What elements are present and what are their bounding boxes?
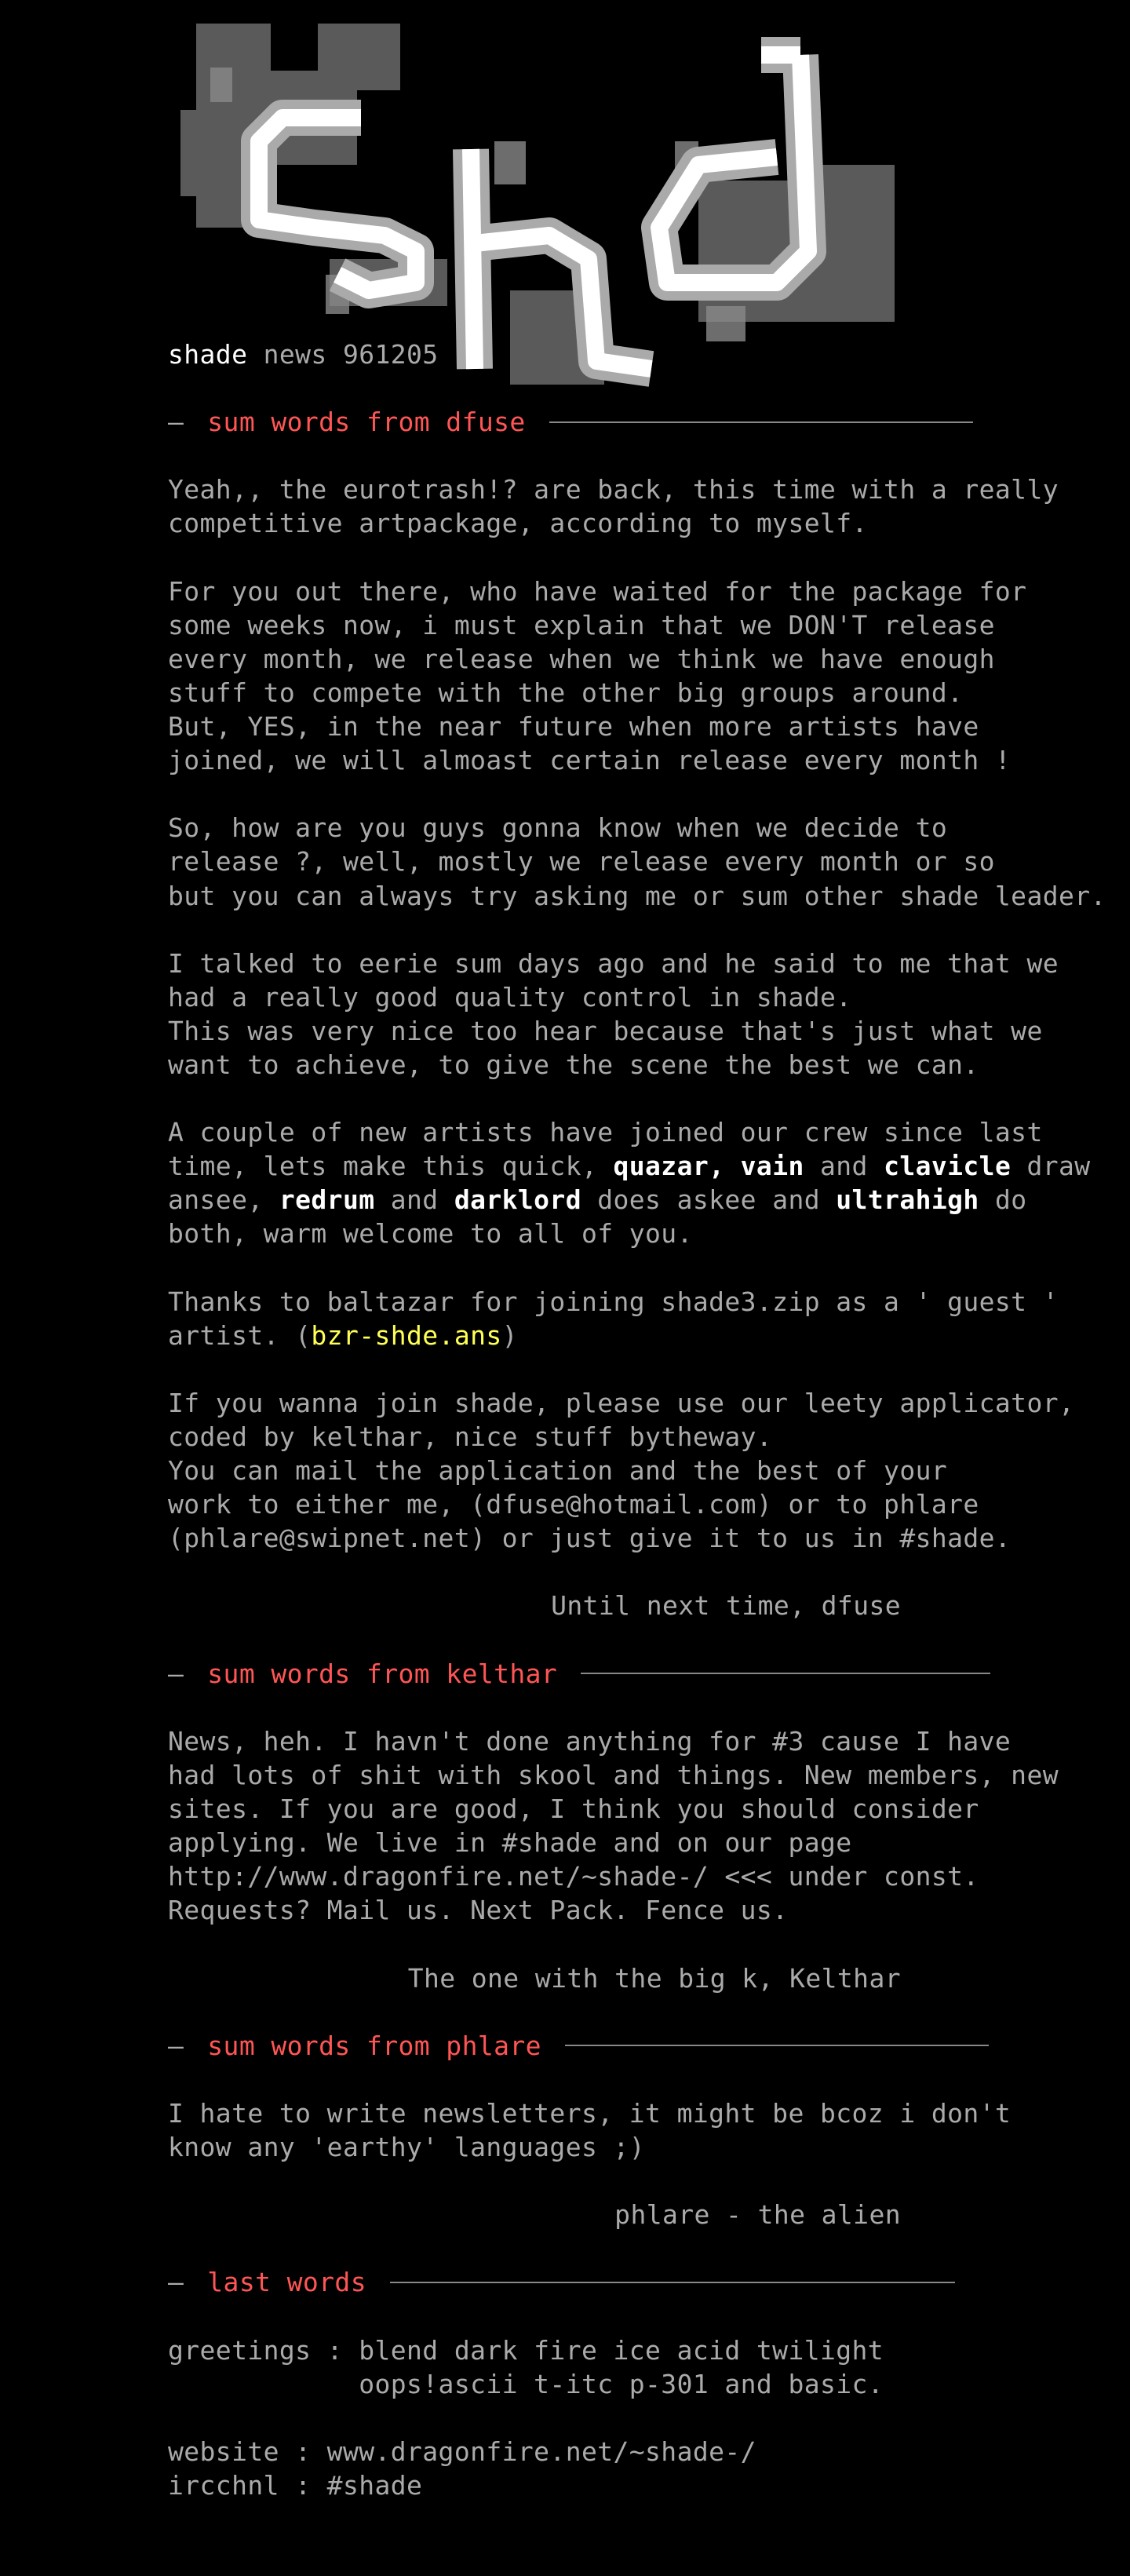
text-span: and (804, 1151, 884, 1182)
text-line: So, how are you guys gonna know when we decide to (168, 812, 948, 844)
text-line: sites. If you are good, I think you should consider (168, 1793, 979, 1825)
text-line: You can mail the application and the best of your (168, 1455, 948, 1487)
text-line: every month, we release when we think we have enough (168, 643, 995, 674)
text-line: coded by kelthar, nice stuff bytheway. (168, 1421, 773, 1452)
greetings-line: oops!ascii t-itc p-301 and basic. (168, 2368, 884, 2399)
artist-darklord: darklord (454, 1184, 581, 1216)
text-line (168, 1183, 1027, 1217)
news-header (168, 338, 1015, 371)
text-span: ) (501, 1319, 518, 1351)
artist-quazar: quazar, (613, 1151, 725, 1182)
text-line: competitive artpackage, according to myself. (168, 508, 868, 539)
text-span: draw (1011, 1151, 1091, 1182)
text-line: For you out there, who have waited for the package for (168, 575, 1027, 607)
header-dash: — (168, 407, 184, 438)
newsletter (168, 338, 1106, 2502)
text-line: But, YES, in the near future when more artists have (168, 711, 979, 743)
signature: Until next time, dfuse (551, 1590, 901, 1622)
artist-redrum: redrum (279, 1184, 375, 1216)
section-header-last (168, 2265, 1015, 2299)
text-line: Yeah,, the eurotrash!? are back, this time with a really (168, 474, 1059, 505)
text-line (168, 1319, 1015, 1352)
group-name: shade (168, 339, 248, 370)
section-header-phlare (168, 2029, 1015, 2063)
text-span: do (979, 1184, 1027, 1216)
text-line: joined, we will almoast certain release every month ! (168, 745, 1012, 776)
file-link[interactable]: bzr-shde.ans (311, 1319, 502, 1351)
text-line: stuff to compete with the other big groups around. (168, 677, 964, 708)
signature: phlare - the alien (614, 2199, 901, 2231)
text-line: had a really good quality control in shade. (168, 981, 852, 1013)
text-line: News, heh. I havn't done anything for #3 cause I have (168, 1725, 1012, 1757)
text-line: A couple of new artists have joined our crew since last (168, 1117, 1043, 1148)
text-line: want to achieve, to give the scene the best we can. (168, 1049, 979, 1080)
irc-channel-line: ircchnl : #shade (168, 2469, 423, 2501)
artist-vain: vain (740, 1151, 804, 1182)
section-title: sum words from phlare (207, 2030, 541, 2061)
text-line: applying. We live in #shade and on our page (168, 1827, 852, 1859)
text-line: but you can always try asking me or sum other shade leader. (168, 880, 1106, 911)
header-rule (390, 2282, 955, 2283)
text-span (724, 1151, 740, 1181)
spacer (168, 2401, 1015, 2435)
section-title: last words (207, 2267, 366, 2298)
header-rule (581, 1673, 990, 1674)
text-line: If you wanna join shade, please use our leety applicator, (168, 1387, 1075, 1418)
text-span: artist. ( (168, 1319, 312, 1351)
text-line (168, 1149, 1091, 1183)
section-title: sum words from dfuse (207, 407, 526, 438)
text-line: Requests? Mail us. Next Pack. Fence us. (168, 1895, 789, 1926)
text-line: know any 'earthy' languages ;) (168, 2131, 646, 2162)
artist-clavicle: clavicle (884, 1151, 1012, 1182)
website-line[interactable]: website : www.dragonfire.net/~shade-/ (168, 2436, 756, 2467)
header-dash: — (168, 2267, 184, 2298)
section-header-kelthar (168, 1657, 1015, 1691)
text-line: This was very nice too hear because that's just what we (168, 1015, 1043, 1046)
section-header-dfuse (168, 405, 1015, 439)
text-span: does askee and (581, 1184, 837, 1216)
greetings-line: greetings : blend dark fire ice acid twilight (168, 2334, 884, 2366)
text-line: I talked to eerie sum days ago and he said to me that we (168, 947, 1059, 979)
artist-ultrahigh: ultrahigh (836, 1184, 979, 1216)
text-line: Thanks to baltazar for joining shade3.zip as a ' guest ' (168, 1286, 1059, 1317)
text-span: and (374, 1184, 454, 1216)
text-line: (phlare@swipnet.net) or just give it to us in #shade. (168, 1523, 1012, 1554)
text-line: had lots of shit with skool and things. New members, new (168, 1759, 1059, 1790)
header-rule (549, 421, 973, 423)
text-line: some weeks now, i must explain that we DON'T release (168, 609, 995, 640)
header-rule (565, 2045, 989, 2046)
header-dash: — (168, 2030, 184, 2061)
text-line: both, warm welcome to all of you. (168, 1218, 693, 1250)
signature: The one with the big k, Kelthar (407, 1962, 901, 1994)
issue-label: news 961205 (247, 339, 439, 370)
text-span: ansee, (168, 1184, 279, 1216)
text-line: release ?, well, mostly we release every month or so (168, 846, 995, 878)
text-span: time, lets make this quick, (168, 1151, 614, 1182)
text-line: work to either me, (dfuse@hotmail.com) or to phlare (168, 1489, 979, 1520)
header-dash: — (168, 1658, 184, 1689)
section-title: sum words from kelthar (207, 1658, 558, 1689)
text-line: I hate to write newsletters, it might be bcoz i don't (168, 2097, 1012, 2129)
text-line: http://www.dragonfire.net/~shade-/ <<< under const. (168, 1861, 979, 1892)
